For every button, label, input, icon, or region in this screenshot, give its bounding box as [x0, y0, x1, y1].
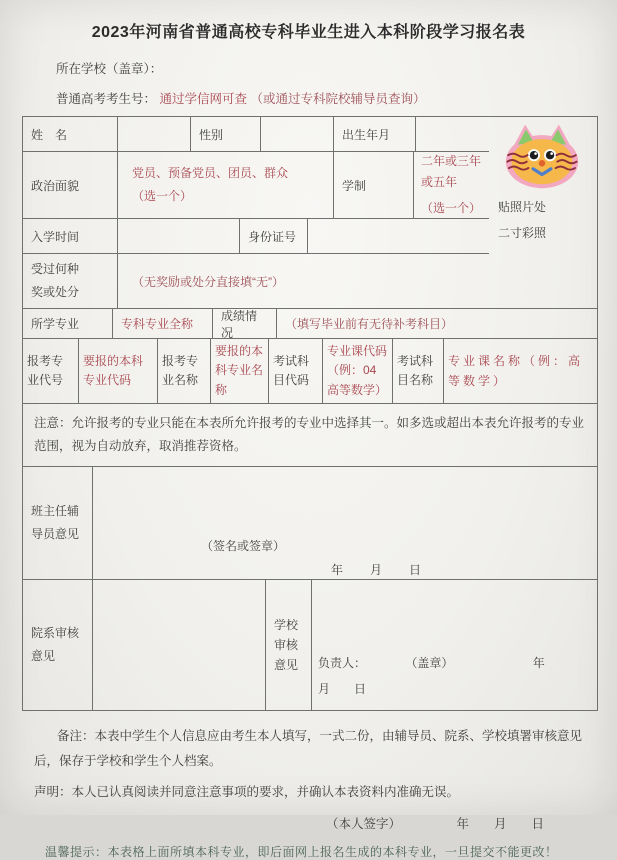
schooling-choose-one: （选一个）	[421, 201, 482, 215]
school-review-label-cell	[266, 580, 312, 710]
page-title: 2023年河南省普通高校专科毕业生进入本科阶段学习报名表	[91, 24, 526, 41]
gender-value-cell	[261, 117, 334, 152]
table-row	[23, 467, 597, 580]
apply-code-label-cell: 报考专业代号	[23, 339, 79, 404]
table-row	[23, 339, 597, 404]
table-row	[23, 117, 489, 152]
photo-box	[489, 117, 597, 309]
candidate-no-line	[56, 89, 617, 107]
statement-paragraph: 声明：本人已认真阅读并同意注意事项的要求，并确认本表资料内准确无误。	[34, 785, 460, 799]
award-label-cell	[23, 254, 118, 309]
table-row	[23, 404, 597, 467]
major-label-cell: 所学专业	[23, 309, 113, 339]
teacher-date: 年 月 日	[331, 563, 423, 578]
exam-name-hint-cell: 专业课名称（例：高等数学）	[444, 339, 597, 404]
political-label-cell: 政治面貌	[23, 152, 118, 219]
table-row	[23, 152, 489, 219]
warm-tip-line: 温馨提示：本表格上面所填本科专业，即后面网上报名生成的本科专业，一旦提交不能更改！	[45, 844, 558, 859]
school-review-label: 学校审核意见	[274, 617, 299, 673]
score-hint-cell: （填写毕业前有无待补考科目）	[277, 309, 597, 339]
major-hint-cell: 专科专业全称	[113, 309, 213, 339]
table-row	[23, 309, 597, 339]
remark-paragraph: 备注：本表中学生个人信息应由考生本人填写，一式二份，由辅导员、院系、学校填署审核意见后，保存于学校和学生个人档案。	[34, 729, 583, 768]
responsible-line	[318, 654, 545, 671]
school-label: 所在学校（盖章）：	[56, 62, 163, 76]
dept-review-label: 院系审核意见	[31, 626, 80, 664]
schooling-years: 二年或三年或五年	[421, 154, 482, 189]
id-label-cell: 身份证号	[240, 219, 308, 254]
enroll-value-cell	[118, 219, 240, 254]
birth-label-cell: 出生年月	[334, 117, 416, 152]
table-row	[23, 254, 489, 309]
gender-label-cell: 性别	[191, 117, 261, 152]
registration-table	[22, 116, 598, 711]
notice-cell: 注意：允许报考的专业只能在本表所允许报考的专业中选择其一。如多选或超出本表允许报考的专业范围，视为自动放弃，取消推荐资格。	[23, 404, 597, 467]
apply-name-label-cell: 报考专业名称	[158, 339, 211, 404]
teacher-opinion-label: 班主任辅导员意见	[31, 504, 80, 542]
candidate-no-label: 普通高考考生号：	[56, 92, 157, 106]
self-sign-date: 年 月 日	[456, 816, 545, 831]
month-day-label: 月 日	[318, 682, 367, 697]
footer-notes	[34, 724, 583, 860]
political-options-cell	[118, 152, 334, 219]
table-row	[23, 219, 489, 254]
exam-code-hint-cell: 专业课代码（例：04高等数学）	[323, 339, 393, 404]
candidate-no-hint: 通过学信网可查	[159, 92, 248, 106]
photo-size-label: 二寸彩照	[498, 226, 547, 240]
name-value-cell	[118, 117, 191, 152]
dept-review-label-cell	[23, 580, 93, 710]
sign-or-seal-hint: （签名或签章）	[201, 539, 286, 554]
award-hint-cell	[118, 254, 489, 309]
award-hint: （无奖励或处分直接填“无”）	[132, 274, 284, 289]
seal-hint: （盖章）	[405, 656, 454, 671]
score-label-cell: 成绩情况	[213, 309, 277, 339]
political-options: 党员、预备党员、团员、群众	[132, 166, 289, 181]
school-review-area	[312, 580, 597, 710]
award-label: 受过何种奖或处分	[31, 262, 80, 299]
schooling-label-cell: 学制	[334, 152, 414, 219]
responsible-label: 负责人：	[318, 656, 367, 671]
self-sign-hint: （本人签字）	[326, 816, 402, 831]
candidate-no-hint2: （或通过专科院校辅导员查询）	[250, 92, 426, 106]
teacher-opinion-label-cell	[23, 467, 93, 580]
birth-value-cell	[416, 117, 489, 152]
exam-name-label-cell: 考试科目名称	[393, 339, 444, 404]
cat-sticker-icon	[503, 123, 581, 189]
year-label: 年	[532, 656, 545, 671]
apply-name-hint-cell: 要报的本科专业名称	[211, 339, 269, 404]
photo-paste-label: 贴照片处	[498, 200, 547, 214]
apply-code-hint-cell: 要报的本科专业代码	[79, 339, 158, 404]
enroll-label-cell: 入学时间	[23, 219, 118, 254]
table-upper-section	[23, 117, 597, 309]
political-choose-one: （选一个）	[132, 189, 193, 203]
id-value-cell	[308, 219, 489, 254]
self-sign-row	[34, 814, 583, 832]
name-label-cell: 姓 名	[23, 117, 118, 152]
teacher-opinion-area	[93, 467, 597, 580]
school-line	[56, 59, 617, 77]
exam-code-label-cell: 考试科目代码	[269, 339, 323, 404]
schooling-options-cell	[414, 152, 489, 219]
dept-review-area	[93, 580, 266, 710]
table-row	[23, 580, 597, 710]
